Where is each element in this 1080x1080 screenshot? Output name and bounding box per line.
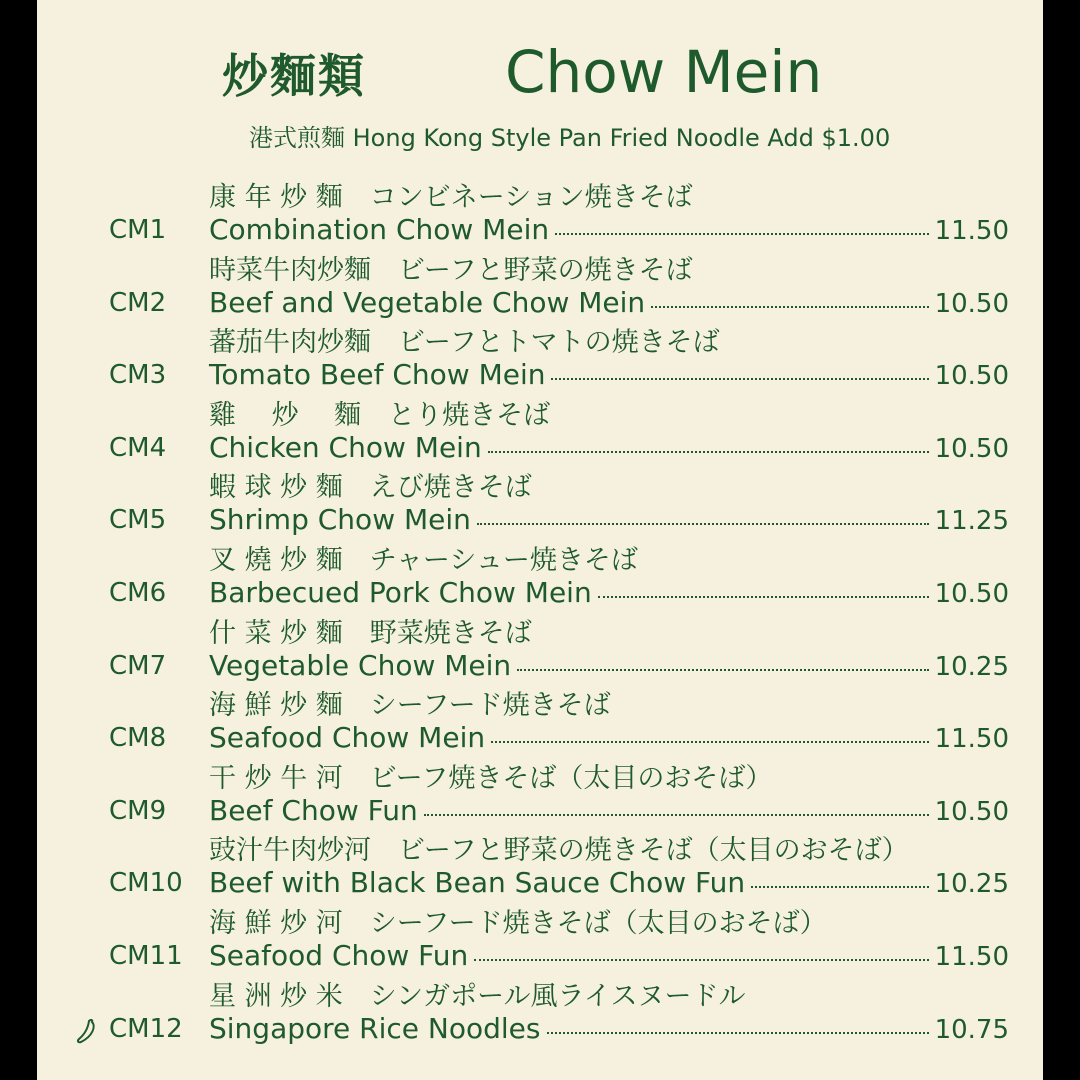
menu-item-line xyxy=(209,358,1009,391)
menu-item-line xyxy=(209,866,1009,899)
menu-item xyxy=(37,901,1043,974)
menu-item xyxy=(37,248,1043,321)
menu-item-name-asian: 蝦 球 炒 麵 えび焼きそば xyxy=(209,472,532,504)
menu-item-name-asian: 雞 炒 麵 とり焼きそば xyxy=(209,399,551,431)
menu-item-line xyxy=(209,1012,1009,1045)
menu-item-name: Vegetable Chow Mein xyxy=(209,648,512,682)
section-subtitle: 港式煎麵 Hong Kong Style Pan Fried Noodle Add $1.00 xyxy=(249,124,891,152)
menu-item-price: 10.50 xyxy=(934,361,1009,392)
menu-item xyxy=(37,465,1043,538)
menu-item-name-asian: 康 年 炒 麵 コンビネーション焼きそば xyxy=(209,182,693,213)
menu-item-name: Barbecued Pork Chow Mein xyxy=(209,575,592,609)
dot-leader xyxy=(651,305,928,308)
menu-item xyxy=(37,538,1043,611)
menu-item-name: Beef and Vegetable Chow Mein xyxy=(209,285,646,319)
dot-leader xyxy=(517,668,928,671)
menu-item-name: Beef with Black Bean Sauce Chow Fun xyxy=(209,866,746,900)
menu-item-name-asian: 星 洲 炒 米 シンガポール風ライスヌードル xyxy=(209,980,746,1012)
menu-item-name: Beef Chow Fun xyxy=(209,793,418,827)
menu-item-price: 10.50 xyxy=(934,796,1009,827)
dot-leader xyxy=(751,885,928,888)
menu-item-name-asian: 時菜牛肉炒麵 ビーフと野菜の焼きそば xyxy=(209,254,693,286)
menu-item-name: Combination Chow Mein xyxy=(209,213,550,246)
menu-item-name: Seafood Chow Fun xyxy=(209,938,469,972)
menu-item-code: CM1 xyxy=(109,215,167,245)
menu-item-price: 10.50 xyxy=(934,433,1009,464)
dot-leader xyxy=(424,813,929,816)
menu-item-name: Tomato Beef Chow Mein xyxy=(209,358,546,392)
menu-item-line xyxy=(209,649,1009,682)
menu-item-line xyxy=(209,721,1009,754)
dot-leader xyxy=(474,958,928,961)
menu-item-name: Singapore Rice Noodles xyxy=(209,1011,541,1045)
dot-leader xyxy=(491,740,928,743)
section-title-chinese: 炒麵類 xyxy=(222,49,366,103)
menu-item-name-asian: 海 鮮 炒 河 シーフード焼きそば（太目のおそば） xyxy=(209,907,827,939)
menu-item-code: CM3 xyxy=(109,360,167,391)
menu-item-line xyxy=(209,286,1009,319)
dot-leader xyxy=(547,1031,929,1034)
menu-item xyxy=(37,683,1043,756)
menu-item-price: 11.25 xyxy=(934,506,1009,537)
menu-item-line xyxy=(209,576,1009,609)
menu-item xyxy=(37,393,1043,466)
section-title-english: Chow Mein xyxy=(505,38,823,106)
menu-item xyxy=(37,320,1043,393)
menu-item-name: Shrimp Chow Mein xyxy=(209,503,471,537)
menu-item-code: CM8 xyxy=(109,723,167,754)
menu-item-code: CM6 xyxy=(109,577,167,608)
menu-item-code: CM5 xyxy=(109,505,167,536)
menu-item-price: 11.50 xyxy=(934,216,1009,246)
menu-item-name-asian: 海 鮮 炒 麵 シーフード焼きそば xyxy=(209,690,611,722)
dot-leader xyxy=(598,595,929,598)
dot-leader xyxy=(477,522,929,525)
menu-item xyxy=(37,828,1043,901)
menu-item-price: 11.50 xyxy=(934,941,1009,972)
menu-item xyxy=(37,974,1043,1047)
menu-item xyxy=(37,756,1043,829)
menu-item-line xyxy=(209,213,1009,246)
dot-leader xyxy=(488,450,929,453)
menu-item-code: CM11 xyxy=(109,940,183,971)
menu-item-code: CM9 xyxy=(109,795,167,826)
menu-item-list xyxy=(37,175,1043,1046)
menu-item-name-asian: 干 炒 牛 河 ビーフ焼きそば（太目のおそば） xyxy=(209,762,773,794)
menu-item-line xyxy=(209,794,1009,827)
menu-item xyxy=(37,611,1043,684)
menu-page xyxy=(37,0,1043,1080)
dot-leader xyxy=(551,377,928,380)
menu-item-code: CM12 xyxy=(109,1013,183,1044)
menu-item-line xyxy=(209,939,1009,972)
menu-item-line xyxy=(209,503,1009,536)
menu-item-name: Chicken Chow Mein xyxy=(209,430,482,464)
menu-item-code: CM10 xyxy=(109,868,183,899)
menu-item-price: 10.25 xyxy=(934,869,1009,900)
menu-item-name-asian: 豉汁牛肉炒河 ビーフと野菜の焼きそば（太目のおそば） xyxy=(209,835,909,867)
menu-item-code: CM4 xyxy=(109,432,167,463)
menu-item-price: 10.75 xyxy=(934,1014,1009,1045)
menu-item-name-asian: 蕃茄牛肉炒麵 ビーフとトマトの焼きそば xyxy=(209,327,720,359)
menu-item-price: 10.25 xyxy=(934,651,1009,682)
menu-item-price: 10.50 xyxy=(934,578,1009,609)
menu-item-code: CM2 xyxy=(109,287,167,318)
menu-item-code: CM7 xyxy=(109,650,167,681)
menu-item-name-asian: 什 菜 炒 麵 野菜焼きそば xyxy=(209,617,532,649)
menu-item-price: 10.50 xyxy=(934,288,1009,319)
chili-pepper-icon xyxy=(75,1018,97,1051)
dot-leader xyxy=(555,232,928,235)
menu-item-name-asian: 叉 燒 炒 麵 チャーシュー焼きそば xyxy=(209,544,638,576)
menu-item-name: Seafood Chow Mein xyxy=(209,721,486,755)
menu-item xyxy=(37,175,1043,248)
menu-item-price: 11.50 xyxy=(934,724,1009,755)
menu-item-line xyxy=(209,431,1009,464)
